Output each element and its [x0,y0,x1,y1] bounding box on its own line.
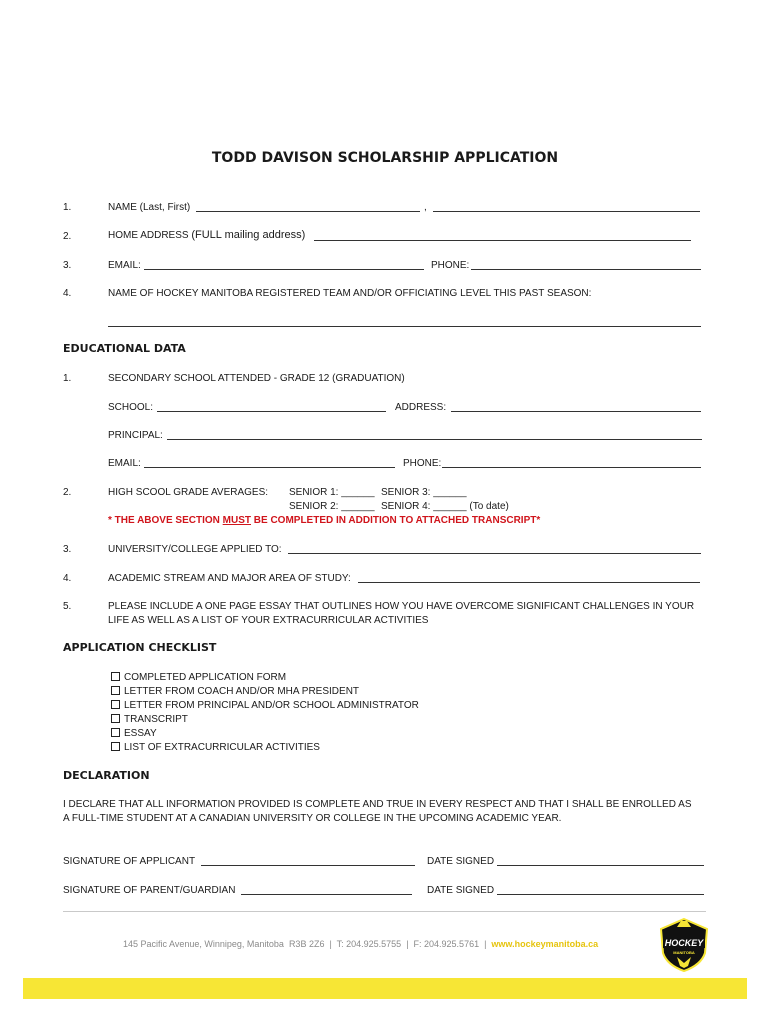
senior-3-field[interactable]: SENIOR 3: ______ [381,487,467,498]
question-number: 2. [63,487,72,498]
declaration-line-2: A FULL-TIME STUDENT AT A CANADIAN UNIVERSITY OR COLLEGE IN THE UPCOMING ACADEMIC YEAR. [63,813,562,824]
team-label: NAME OF HOCKEY MANITOBA REGISTERED TEAM AND/OR OFFICIATING LEVEL THIS PAST SEASON: [108,288,592,299]
phone-field[interactable] [471,259,701,270]
essay-instruction-line-2: LIFE AS WELL AS A LIST OF YOUR EXTRACURRICULAR ACTIVITIES [108,615,429,626]
academic-stream-label: ACADEMIC STREAM AND MAJOR AREA OF STUDY: [108,573,351,584]
section-heading-declaration: DECLARATION [63,769,150,782]
question-number: 4. [63,573,72,584]
grade-averages-label: HIGH SCOOL GRADE AVERAGES: [108,487,269,498]
checklist-item[interactable]: LETTER FROM PRINCIPAL AND/OR SCHOOL ADMINISTRATOR [111,699,419,712]
school-email-label: EMAIL: [108,458,141,469]
email-label: EMAIL: [108,260,141,271]
secondary-school-label: SECONDARY SCHOOL ATTENDED - GRADE 12 (GRADUATION) [108,373,405,384]
footer-website-link[interactable]: www.hockeymanitoba.ca [491,939,599,949]
senior-1-field[interactable]: SENIOR 1: ______ [289,487,375,498]
question-number: 3. [63,544,72,555]
footer-contact: 145 Pacific Avenue, Winnipeg, Manitoba R3B 2Z6 | T: 204.925.5755 | F: 204.925.5761 | www.hockeymanitoba.ca [123,939,599,949]
applicant-date-label: DATE SIGNED [427,856,495,867]
checklist-item[interactable]: COMPLETED APPLICATION FORM [111,671,286,684]
applicant-date-field[interactable] [497,855,704,866]
principal-field[interactable] [167,429,702,440]
school-phone-label: PHONE: [403,458,442,469]
school-label: SCHOOL: [108,402,154,413]
home-address-label: HOME ADDRESS (FULL mailing address) [108,229,306,241]
team-field[interactable] [108,316,701,327]
home-address-field[interactable] [314,230,691,241]
checkbox-icon[interactable] [111,672,120,681]
school-address-label: ADDRESS: [395,402,447,413]
logo-subtext: MANITOBA [673,950,695,955]
footer-divider [63,911,706,912]
applicant-signature-label: SIGNATURE OF APPLICANT [63,856,196,867]
transcript-warning: * THE ABOVE SECTION MUST BE COMPLETED IN ADDITION TO ATTACHED TRANSCRIPT* [108,515,541,526]
applicant-signature-field[interactable] [201,855,415,866]
logo-wordmark: HOCKEY [664,938,704,948]
checkbox-icon[interactable] [111,700,120,709]
university-field[interactable] [288,543,701,554]
principal-label: PRINCIPAL: [108,430,163,441]
last-name-field[interactable] [196,201,420,212]
checklist-item[interactable]: TRANSCRIPT [111,713,188,726]
question-number: 4. [63,288,72,299]
parent-signature-field[interactable] [241,884,412,895]
checklist-item[interactable]: LIST OF EXTRACURRICULAR ACTIVITIES [111,741,320,754]
phone-label: PHONE: [431,260,470,271]
footer-accent-bar [23,978,747,999]
senior-4-field[interactable]: SENIOR 4: ______ (To date) [381,501,509,512]
question-number: 5. [63,601,72,612]
section-heading-checklist: APPLICATION CHECKLIST [63,641,217,654]
hockey-manitoba-logo [657,917,711,973]
question-number: 3. [63,260,72,271]
school-address-field[interactable] [451,401,701,412]
parent-signature-label: SIGNATURE OF PARENT/GUARDIAN [63,885,236,896]
school-email-field[interactable] [144,457,395,468]
checklist-item[interactable]: ESSAY [111,727,157,740]
parent-date-field[interactable] [497,884,704,895]
name-separator: , [424,202,427,213]
essay-instruction-line-1: PLEASE INCLUDE A ONE PAGE ESSAY THAT OUTLINES HOW YOU HAVE OVERCOME SIGNIFICANT CHALLENGES IN YOUR [108,601,695,612]
email-field[interactable] [144,259,424,270]
question-number: 2. [63,231,72,242]
question-number: 1. [63,373,72,384]
checkbox-icon[interactable] [111,686,120,695]
checkbox-icon[interactable] [111,742,120,751]
senior-2-field[interactable]: SENIOR 2: ______ [289,501,375,512]
checklist-item[interactable]: LETTER FROM COACH AND/OR MHA PRESIDENT [111,685,359,698]
academic-stream-field[interactable] [358,572,700,583]
school-field[interactable] [157,401,386,412]
section-heading-education: EDUCATIONAL DATA [63,342,186,355]
school-phone-field[interactable] [442,457,701,468]
parent-date-label: DATE SIGNED [427,885,495,896]
first-name-field[interactable] [433,201,700,212]
name-label: NAME (Last, First) [108,202,191,213]
checkbox-icon[interactable] [111,728,120,737]
checkbox-icon[interactable] [111,714,120,723]
declaration-line-1: I DECLARE THAT ALL INFORMATION PROVIDED IS COMPLETE AND TRUE IN EVERY RESPECT AND THAT I SHALL BE ENROLLED AS [63,799,692,810]
question-number: 1. [63,202,72,213]
page-title: TODD DAVISON SCHOLARSHIP APPLICATION [211,150,559,166]
university-label: UNIVERSITY/COLLEGE APPLIED TO: [108,544,282,555]
